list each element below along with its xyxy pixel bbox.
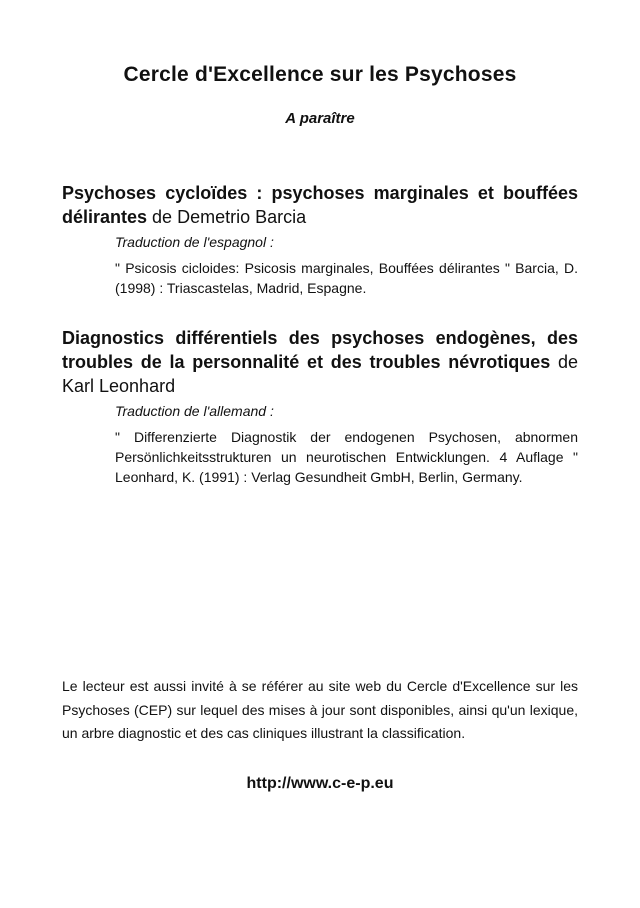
translation-label: Traduction de l'espagnol : — [115, 234, 274, 250]
footer-note: Le lecteur est aussi invité à se référer au site web du Cercle d'Excellence sur les Psychoses (CEP) sur lequel des mises à jour sont disponibles, ainsi qu'un lexique, un arbre diagnostic et des cas cliniques illustrant la classification. — [62, 678, 578, 741]
book-title: Diagnostics différentiels des psychoses endogènes, des troubles de la personnalité et des troubles névrotiques — [62, 328, 578, 372]
entry-heading — [62, 326, 578, 398]
page-title: Cercle d'Excellence sur les Psychoses — [123, 63, 517, 86]
translation-label: Traduction de l'allemand : — [115, 403, 274, 419]
book-entry-barcia — [62, 181, 578, 298]
original-reference: " Differenzierte Diagnostik der endogenen Psychosen, abnormen Persönlichkeitsstrukturen un neurotischen Entwicklungen. 4 Auflage " Leonhard, K. (1991) : Verlag Gesundheit GmbH, Berlin, Germany. — [115, 429, 578, 485]
entry-heading — [62, 181, 578, 229]
book-title: Psychoses cycloïdes : psychoses marginales et bouffées délirantes — [62, 183, 578, 227]
original-reference: " Psicosis cicloides: Psicosis marginales, Bouffées délirantes " Barcia, D. (1998) : Triascastelas, Madrid, Espagne. — [115, 260, 578, 296]
author-name: Karl Leonhard — [62, 376, 176, 396]
book-entry-leonhard — [62, 326, 578, 487]
author-prefix: de — [550, 352, 578, 372]
website-link[interactable]: http://www.c-e-p.eu — [246, 775, 394, 792]
page-subtitle: A paraître — [285, 110, 355, 127]
author-name: Demetrio Barcia — [177, 207, 307, 227]
author-prefix: de — [147, 207, 178, 227]
